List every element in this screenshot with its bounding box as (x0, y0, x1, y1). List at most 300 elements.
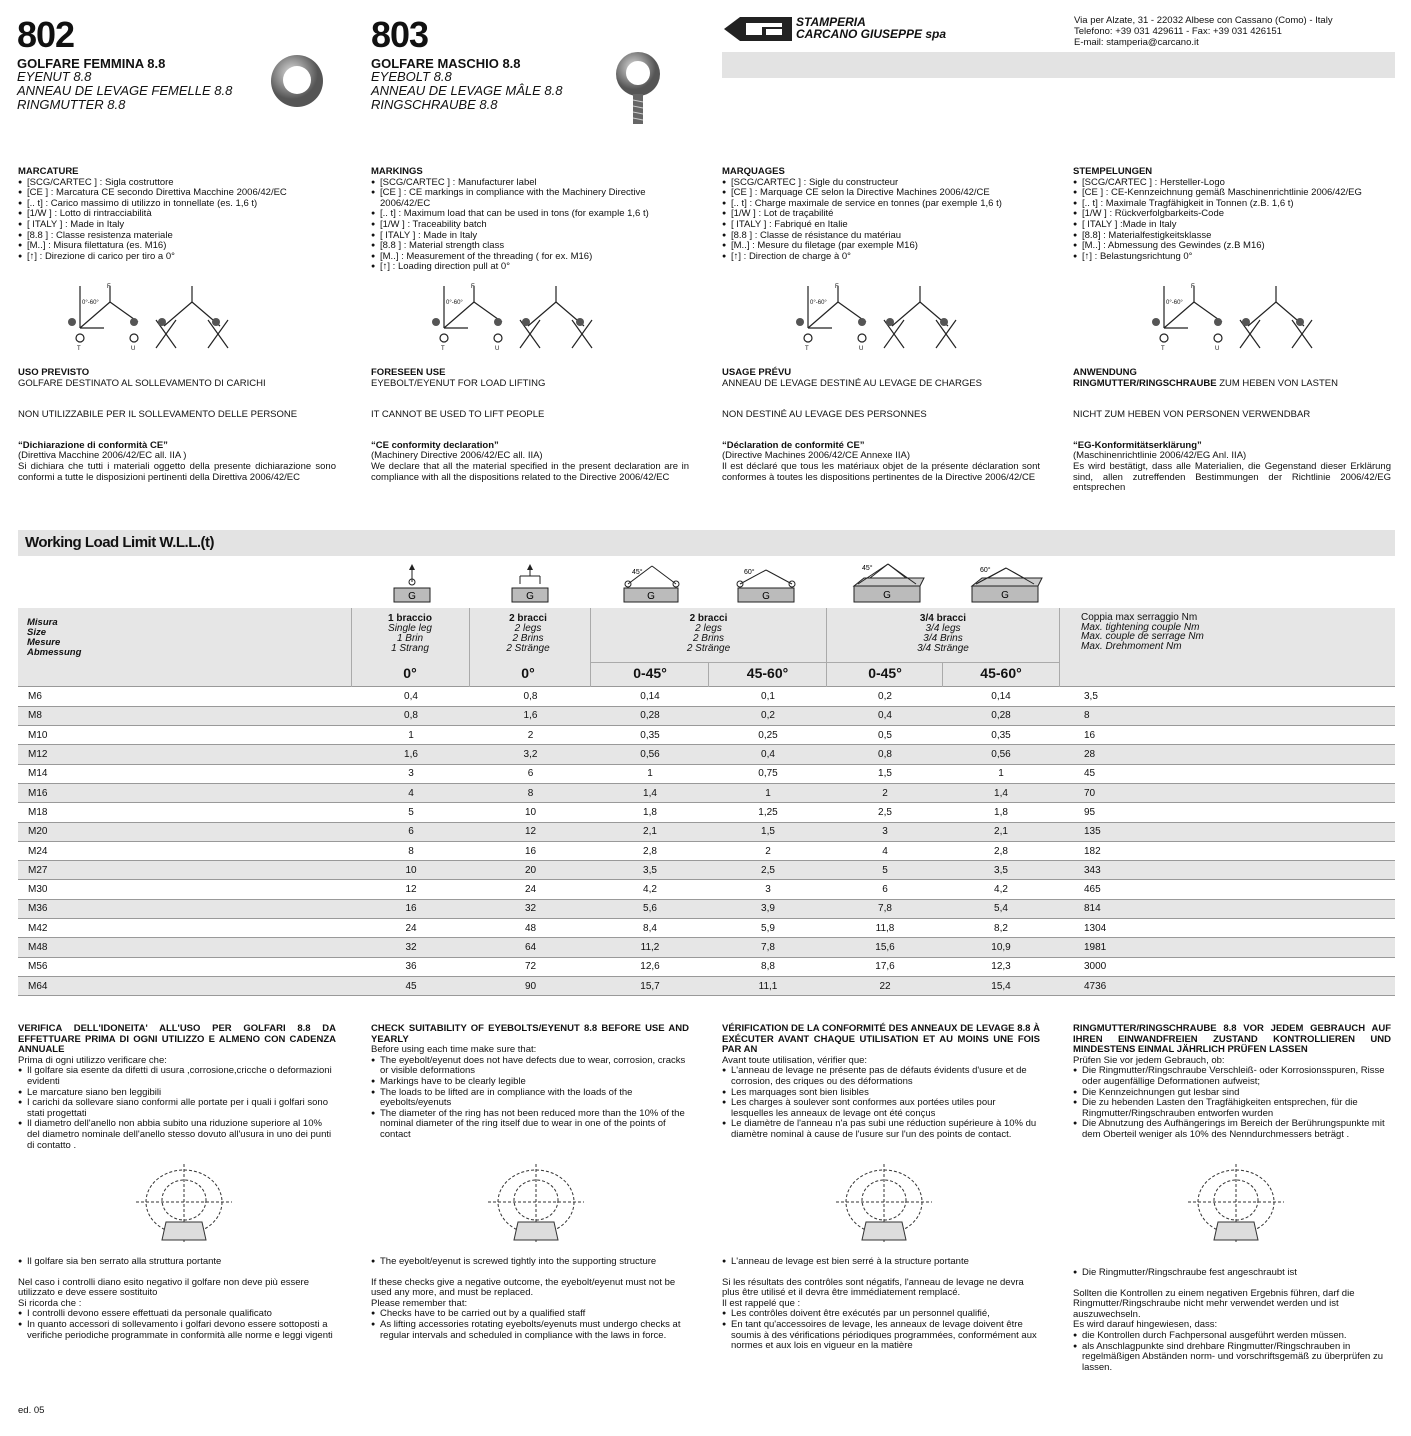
table-row (18, 783, 1395, 802)
check-intro: Avant toute utilisation, vérifier que: (722, 1054, 868, 1066)
use-title: FORESEEN USE (371, 367, 446, 378)
markings-fr (722, 167, 1042, 262)
four-leg-header (827, 614, 1059, 654)
list-item: ● Die Abnutzung des Aufhängerings im Bereich der Berührungspunkte mit dem Oberteil weniger als 10% des Nenndurchmessers beträgt . (1073, 1119, 1391, 1140)
wll-cell: 16 (470, 841, 591, 860)
wll-cell: 8,2 (943, 919, 1059, 938)
wll-cell: 3,5 (591, 861, 709, 880)
load-g-label: G (526, 591, 534, 602)
wll-cell: 32 (470, 899, 591, 918)
two-leg-vertical-header (470, 614, 586, 654)
list-item: ● En tant qu'accessoires de levage, les anneaux de levage doivent être soumis à des vérifications périodiques programmées, conformément aux normes et aux lois en vigueur en la matière (722, 1320, 1040, 1352)
list-item: ● The eyebolt/eyenut does not have defects due to wear, corrosion, cracks or visible deformations (371, 1056, 689, 1077)
check-title: CHECK SUITABILITY OF EYEBOLTS/EYENUT 8.8 BEFORE USE AND YEARLY (371, 1023, 689, 1045)
ce-text: Il est déclaré que tous les matériaux objet de la présente déclaration sont conformes à toutes les dispositions pertinentes de la Directive 2006/42/CE (722, 460, 1040, 483)
size-cell: M18 (18, 803, 352, 822)
wll-cell: 3,5 (943, 861, 1059, 880)
diagram-t-label: T (1161, 346, 1165, 352)
ce-ref: (Direttiva Macchine 2006/42/EC all. IIA ) (18, 450, 187, 462)
wll-cell: 4 (827, 841, 943, 860)
size-cell: M27 (18, 861, 352, 880)
markings-title: MARCATURE (18, 166, 79, 177)
use-title: USO PREVISTO (18, 367, 90, 378)
wll-cell: 11,8 (827, 919, 943, 938)
address-line: Via per Alzate, 31 - 22032 Albese con Cassano (Como) - Italy (1074, 15, 1333, 26)
two-leg-45-sling-icon (620, 560, 682, 604)
list-item: ● [SCG/CARTEC ] : Sigle du constructeur (722, 178, 1042, 189)
wll-cell: 48 (470, 919, 591, 938)
list-item: ● [M..] : Measurement of the threading ( for ex. M16) (371, 252, 691, 263)
wll-cell: 3 (352, 764, 470, 783)
size-header (27, 618, 81, 658)
header-sub: 3/4 Stränge (917, 643, 969, 654)
list-item: ● [↑] : Belastungsrichtung 0° (1073, 252, 1393, 263)
wll-cell: 2,1 (591, 822, 709, 841)
divider (469, 608, 470, 687)
wll-cell: 3 (827, 822, 943, 841)
wll-table-header (18, 608, 1395, 687)
use-line1: GOLFARE DESTINATO AL SOLLEVAMENTO DI CARICHI (18, 377, 266, 389)
use-line1: ANNEAU DE LEVAGE DESTINÉ AU LEVAGE DE CHARGES (722, 377, 982, 389)
use-line1: EYEBOLT/EYENUT FOR LOAD LIFTING (371, 377, 546, 389)
wll-title: Working Load Limit W.L.L.(t) (25, 534, 215, 551)
wll-cell: 7,8 (827, 899, 943, 918)
wll-cell: 2,1 (943, 822, 1059, 841)
list-item: ● Die Kennzeichnungen gut lesbar sind (1073, 1088, 1391, 1099)
torque-cell: 1304 (1059, 919, 1395, 938)
check-after: Si les résultats des contrôles sont négatifs, l'anneau de levage ne devra plus être utilisé et il devra être immédiatement remplacé. (722, 1276, 1024, 1299)
ce-title: “Dichiarazione di conformità CE” (18, 439, 168, 451)
divider (590, 608, 591, 687)
eyenut-image (268, 52, 326, 110)
four-leg-60-sling-icon (968, 560, 1046, 604)
list-item: ● [8.8] : Materialfestigkeitsklasse (1073, 231, 1393, 242)
markings-de (1073, 167, 1393, 262)
wll-cell: 12 (352, 880, 470, 899)
size-cell: M24 (18, 841, 352, 860)
check-fr-after (722, 1257, 1040, 1352)
divider (351, 608, 352, 687)
check-title: RINGMUTTER/RINGSCHRAUBE 8.8 VOR JEDEM GEBRAUCH AUF IHREN EINWANDFREIEN ZUSTAND KONTROLLIEREN UND MINDESTENS EINMAL JÄHRLICH PRÜFEN LASSEN (1073, 1023, 1391, 1056)
angle-header: 45-60° (746, 665, 789, 681)
product-803-titles (371, 57, 562, 112)
size-cell: M10 (18, 726, 352, 745)
product-802-titles (17, 57, 232, 112)
wll-cell: 90 (470, 976, 591, 995)
angle-header: 0° (403, 665, 417, 681)
torque-cell: 465 (1059, 880, 1395, 899)
wll-cell: 36 (352, 957, 470, 976)
wll-cell: 0,35 (943, 726, 1059, 745)
diagram-angle-label: 0°-60° (446, 300, 463, 306)
use-title: ANWENDUNG (1073, 367, 1137, 378)
product-code-803: 803 (371, 14, 429, 55)
table-row (18, 976, 1395, 995)
wll-cell: 0,8 (827, 745, 943, 764)
header-title: 1 braccio (388, 613, 432, 624)
load-direction-diagram (792, 282, 972, 352)
header-sub: Single leg (388, 623, 432, 634)
wll-cell: 10,9 (943, 938, 1059, 957)
diagram-force-label: F (1191, 284, 1195, 290)
diagram-u-label: U (495, 346, 500, 352)
use-title: USAGE PRÉVU (722, 367, 792, 378)
wll-cell: 8,8 (709, 957, 827, 976)
list-item: ● [CE ] : CE markings in compliance with the Machinery Directive 2006/42/EC (371, 188, 691, 209)
wll-cell: 2,5 (709, 861, 827, 880)
load-g-label: G (1001, 590, 1009, 601)
wll-cell: 22 (827, 976, 943, 995)
diagram-force-label: F (835, 284, 839, 290)
list-item: ● [8.8 ] : Classe de résistance du matériau (722, 231, 1042, 242)
check-en-after (371, 1257, 689, 1341)
diagram-t-label: T (441, 346, 445, 352)
use-fr (722, 368, 1040, 483)
load-g-label: G (408, 591, 416, 602)
wll-cell: 0,2 (827, 687, 943, 706)
markings-title: MARKINGS (371, 166, 423, 177)
size-header-en: Size (27, 627, 47, 638)
header-title: 3/4 bracci (919, 613, 967, 624)
list-item: ● The loads to be lifted are in compliance with the loads of the eyebolts/eyenuts (371, 1088, 689, 1109)
torque-cell: 28 (1059, 745, 1395, 764)
list-item: ● [.. t] : Maximum load that can be used in tons (for example 1,6 t) (371, 209, 691, 220)
company-address (1074, 15, 1333, 48)
list-item: ● Il golfare sia esente da difetti di usura ,corrosione,cricche o deformazioni evidenti (18, 1066, 336, 1087)
torque-header (1081, 613, 1204, 651)
wll-cell: 15,4 (943, 976, 1059, 995)
table-row (18, 687, 1395, 706)
wll-cell: 0,8 (470, 687, 591, 706)
list-item: ● [1/W ] : Rückverfolgbarkeits-Code (1073, 209, 1393, 220)
divider (826, 608, 827, 687)
wll-cell: 0,14 (591, 687, 709, 706)
wll-cell: 0,56 (943, 745, 1059, 764)
check-fr (722, 1024, 1040, 1141)
wll-cell: 8,4 (591, 919, 709, 938)
check-intro: Before using each time make sure that: (371, 1044, 537, 1056)
list-item: ● I controlli devono essere effettuati da personale qualificato (18, 1309, 336, 1320)
table-row (18, 880, 1395, 899)
list-item: ● [SCG/CARTEC ] : Manufacturer label (371, 178, 691, 189)
list-item: ● Markings have to be clearly legible (371, 1077, 689, 1088)
header-grey-bar (722, 52, 1395, 78)
header-sub: 1 Brin (396, 633, 424, 644)
wll-cell: 24 (352, 919, 470, 938)
wll-cell: 0,28 (943, 706, 1059, 725)
wll-cell: 2,8 (943, 841, 1059, 860)
product-803-sub-de: RINGSCHRAUBE 8.8 (371, 97, 498, 112)
list-item: ● Les marquages sont bien lisibles (722, 1088, 1040, 1099)
size-header-it: Misura (27, 617, 58, 628)
wll-cell: 10 (470, 803, 591, 822)
wll-cell: 0,28 (591, 706, 709, 725)
wll-cell: 10 (352, 861, 470, 880)
ce-text: Si dichiara che tutti i materiali oggetto della presente dichiarazione sono conformi a tutte le disposizioni pertinenti della Direttiva 2006/42/EC (18, 460, 336, 483)
wll-cell: 1,6 (352, 745, 470, 764)
markings-it (18, 167, 338, 262)
check-it (18, 1024, 336, 1151)
list-item: ● Die Ringmutter/Ringschraube Verschleiß- oder Korrosionsspuren, Risse oder augenfällige Deformationen aufweist; (1073, 1066, 1391, 1087)
list-item: ● [M..] : Abmessung des Gewindes (z.B M16) (1073, 241, 1393, 252)
list-item: ● The eyebolt/eyenut is screwed tightly into the supporting structure (371, 1257, 689, 1268)
header-sub: 3/4 legs (925, 623, 961, 634)
list-item: ● I carichi da sollevare siano conformi alle portate per i quali i golfari sono stati progettati (18, 1098, 336, 1119)
torque-cell: 1981 (1059, 938, 1395, 957)
wll-cell: 2 (709, 841, 827, 860)
ce-title: “Déclaration de conformité CE” (722, 439, 865, 451)
use-line2: NON DESTINÉ AU LEVAGE DES PERSONNES (722, 409, 927, 421)
edition-label: ed. 05 (18, 1405, 45, 1416)
torque-cell: 3000 (1059, 957, 1395, 976)
list-item: ● [ ITALY ] : Fabriqué en Italie (722, 220, 1042, 231)
header-title: 2 bracci (509, 613, 547, 624)
wll-cell: 2,5 (827, 803, 943, 822)
use-line2: NON UTILIZZABILE PER IL SOLLEVAMENTO DELLE PERSONE (18, 409, 298, 421)
wll-cell: 1 (591, 764, 709, 783)
list-item: ● [1/W ] : Lotto di rintracciabilità (18, 209, 338, 220)
list-item: ● Il golfare sia ben serrato alla struttura portante (18, 1257, 336, 1268)
torque-cell: 95 (1059, 803, 1395, 822)
wll-cell: 6 (827, 880, 943, 899)
torque-header-fr: Max. couple de serrage Nm (1081, 631, 1204, 642)
size-cell: M48 (18, 938, 352, 957)
load-direction-diagram (1148, 282, 1328, 352)
size-cell: M8 (18, 706, 352, 725)
wll-cell: 5 (352, 803, 470, 822)
diagram-t-label: T (805, 346, 809, 352)
torque-cell: 343 (1059, 861, 1395, 880)
product-803-sub-fr: ANNEAU DE LEVAGE MÂLE 8.8 (371, 83, 563, 98)
wll-cell: 1,4 (943, 783, 1059, 802)
check-title: VERIFICA DELL'IDONEITA' ALL'USO PER GOLFARI 8.8 DA EFFETTUARE PRIMA DI OGNI UTILIZZO E ALMENO CON CADENZA ANNUALE (18, 1023, 336, 1056)
diagram-angle-label: 0°-60° (810, 300, 827, 306)
ring-wear-diagram (834, 1162, 934, 1246)
product-802-sub-fr: ANNEAU DE LEVAGE FEMELLE 8.8 (17, 83, 233, 98)
ce-ref: (Directive Machines 2006/42/CE Annexe IIA) (722, 450, 910, 462)
table-row (18, 803, 1395, 822)
list-item: ● [1/W ] : Lot de traçabilité (722, 209, 1042, 220)
wll-cell: 0,14 (943, 687, 1059, 706)
wll-cell: 0,4 (827, 706, 943, 725)
two-leg-vertical-sling-icon (508, 562, 552, 604)
product-803-sub-en: EYEBOLT 8.8 (371, 69, 452, 84)
list-item: ● die Kontrollen durch Fachpersonal ausgeführt werden müssen. (1073, 1331, 1391, 1342)
list-item: ● In quanto accessori di sollevamento i golfari devono essere sottoposti a verifiche periodiche programmate in conformità alle norme e leggi vigenti (18, 1320, 336, 1341)
ring-wear-diagram (486, 1162, 586, 1246)
list-item: ● als Anschlagpunkte sind drehbare Ringmutter/Ringschrauben in regelmäßigen Abständen norm- und vorschriftsgemäß zu überprüfen zu lassen. (1073, 1342, 1391, 1374)
use-line2: NICHT ZUM HEBEN VON PERSONEN VERWENDBAR (1073, 409, 1311, 421)
wll-cell: 0,25 (709, 726, 827, 745)
check-intro: Prima di ogni utilizzo verificare che: (18, 1054, 167, 1066)
list-item: ● [ ITALY ] : Made in Italy (18, 220, 338, 231)
wll-cell: 5,9 (709, 919, 827, 938)
header-sub: 2 Brins (512, 633, 544, 644)
wll-cell: 12,3 (943, 957, 1059, 976)
company-name-line2: CARCANO GIUSEPPE spa (796, 27, 947, 41)
wll-cell: 6 (352, 822, 470, 841)
check-de (1073, 1024, 1391, 1141)
size-cell: M30 (18, 880, 352, 899)
diagram-t-label: T (77, 346, 81, 352)
wll-cell: 1 (943, 764, 1059, 783)
wll-cell: 72 (470, 957, 591, 976)
list-item: ● [ ITALY ] : Made in Italy (371, 231, 691, 242)
diagram-force-label: F (107, 284, 111, 290)
wll-cell: 1,8 (943, 803, 1059, 822)
diagram-u-label: U (131, 346, 136, 352)
check-remember: Il est rappelé que : (722, 1297, 801, 1309)
header-sub: 1 Strang (391, 643, 429, 654)
list-item: ● [SCG/CARTEC ] : Sigla costruttore (18, 178, 338, 189)
eyebolt-image (612, 50, 664, 128)
size-cell: M20 (18, 822, 352, 841)
table-row (18, 726, 1395, 745)
diagram-u-label: U (859, 346, 864, 352)
wll-cell: 0,2 (709, 706, 827, 725)
check-it-after (18, 1257, 336, 1341)
single-leg-header (352, 614, 468, 654)
table-row (18, 841, 1395, 860)
size-cell: M12 (18, 745, 352, 764)
product-802-sub-de: RINGMUTTER 8.8 (17, 97, 126, 112)
markings-title: MARQUAGES (722, 166, 785, 177)
torque-cell: 16 (1059, 726, 1395, 745)
wll-cell: 0,8 (352, 706, 470, 725)
size-cell: M64 (18, 976, 352, 995)
wll-cell: 1,8 (591, 803, 709, 822)
size-cell: M56 (18, 957, 352, 976)
diagram-angle-label: 0°-60° (1166, 300, 1183, 306)
two-leg-angle-header (591, 614, 826, 654)
wll-cell: 12 (470, 822, 591, 841)
wll-cell: 0,5 (827, 726, 943, 745)
use-line1-bold: RINGMUTTER/RINGSCHRAUBE (1073, 377, 1217, 389)
wll-cell: 20 (470, 861, 591, 880)
divider (1059, 608, 1060, 687)
ce-ref: (Machinery Directive 2006/42/EC all. IIA) (371, 450, 543, 462)
company-name (796, 16, 946, 40)
wll-cell: 1 (352, 726, 470, 745)
check-after: Nel caso i controlli diano esito negativo il golfare non deve più essere utilizzato e deve essere sostituito (18, 1276, 309, 1299)
check-remember: Es wird darauf hingewiesen, dass: (1073, 1319, 1218, 1331)
divider (942, 662, 943, 687)
list-item: ● L'anneau de levage ne présente pas de défauts évidents d'usure et de corrosion, des criques ou des déformations (722, 1066, 1040, 1087)
wll-table-body (18, 687, 1395, 996)
list-item: ● Les contrôles doivent être exécutés par un personnel qualifié, (722, 1309, 1040, 1320)
list-item: ● Le diamètre de l'anneau n'a pas subi une réduction supérieure à 10% du diamètre nominal à cause de l'usure sur l'un des points de contact. (722, 1119, 1040, 1140)
size-header-de: Abmessung (27, 647, 82, 658)
wll-cell: 64 (470, 938, 591, 957)
markings-en (371, 167, 691, 273)
wll-cell: 5 (827, 861, 943, 880)
wll-cell: 3,2 (470, 745, 591, 764)
list-item: ● Il diametro dell'anello non abbia subito una riduzione superiore al 10% del diametro nominale dell'anello stesso dovuto all'usura in uno dei punti di contatto . (18, 1119, 336, 1151)
angle-header: 0-45° (868, 665, 902, 681)
table-row (18, 957, 1395, 976)
ce-text: Es wird bestätigt, dass alle Materialien, die Gegenstand dieser Erklärung sind, allen zutreffenden Bestimmungen der Richtlinie 2006/42/EG entsprechen (1073, 460, 1391, 494)
wll-cell: 0,4 (709, 745, 827, 764)
diagram-force-label: F (471, 284, 475, 290)
header-sub: 2 Stränge (506, 643, 550, 654)
torque-cell: 45 (1059, 764, 1395, 783)
wll-cell: 0,75 (709, 764, 827, 783)
load-direction-diagram (64, 282, 244, 352)
company-name-line1: STAMPERIA (796, 15, 866, 29)
check-de-after (1073, 1268, 1391, 1373)
load-g-label: G (883, 590, 891, 601)
angle-60-label: 60° (980, 567, 991, 574)
header-title: 2 bracci (689, 613, 728, 624)
list-item: ● [M..] : Misura filettatura (es. M16) (18, 241, 338, 252)
torque-cell: 4736 (1059, 976, 1395, 995)
ce-title: “CE conformity declaration” (371, 439, 499, 451)
wll-cell: 32 (352, 938, 470, 957)
ce-title: “EG-Konformitätserklärung” (1073, 439, 1202, 451)
load-g-label: G (762, 591, 770, 602)
table-row (18, 938, 1395, 957)
product-code-802: 802 (17, 14, 75, 55)
torque-cell: 814 (1059, 899, 1395, 918)
product-803-title: GOLFARE MASCHIO 8.8 (371, 56, 521, 71)
torque-header-de: Max. Drehmoment Nm (1081, 640, 1182, 652)
four-leg-45-sling-icon (850, 560, 928, 604)
list-item: ● [M..] : Mesure du filetage (par exemple M16) (722, 241, 1042, 252)
wll-cell: 0,1 (709, 687, 827, 706)
list-item: ● [.. t] : Carico massimo di utilizzo in tonnellate (es. 1,6 t) (18, 199, 338, 210)
wll-cell: 45 (352, 976, 470, 995)
ce-ref: (Maschinenrichtlinie 2006/42/EG Anl. IIA) (1073, 450, 1247, 462)
list-item: ● [SCG/CARTEC ] : Hersteller-Logo (1073, 178, 1393, 189)
list-item: ● [ ITALY ] :Made in Italy (1073, 220, 1393, 231)
angle-45-label: 45° (632, 569, 643, 576)
product-802-title: GOLFARE FEMMINA 8.8 (17, 56, 166, 71)
ring-wear-diagram (134, 1162, 234, 1246)
wll-cell: 6 (470, 764, 591, 783)
wll-cell: 3 (709, 880, 827, 899)
torque-cell: 3,5 (1059, 687, 1395, 706)
table-row (18, 764, 1395, 783)
table-row (18, 861, 1395, 880)
list-item: ● [8.8 ] : Material strength class (371, 241, 691, 252)
torque-header-it: Coppia max serraggio Nm (1081, 612, 1198, 623)
wll-cell: 12,6 (591, 957, 709, 976)
use-line1 (1073, 379, 1391, 390)
wll-cell: 8 (470, 783, 591, 802)
torque-header-en: Max. tightening couple Nm (1081, 621, 1200, 633)
size-cell: M14 (18, 764, 352, 783)
wll-cell: 24 (470, 880, 591, 899)
use-en (371, 368, 689, 483)
list-item: ● [CE ] : CE-Kennzeichnung gemäß Maschinenrichtlinie 2006/42/EG (1073, 188, 1393, 199)
list-item: ● As lifting accessories rotating eyebolts/eyenuts must undergo checks at regular intervals and scheduled in compliance with the laws in force. (371, 1320, 689, 1341)
wll-cell: 11,2 (591, 938, 709, 957)
product-802-sub-en: EYENUT 8.8 (17, 69, 92, 84)
angle-header: 45-60° (980, 665, 1022, 681)
wll-cell: 2,8 (591, 841, 709, 860)
email-line: E-mail: stamperia@carcano.it (1074, 37, 1199, 48)
wll-cell: 1,5 (827, 764, 943, 783)
check-intro: Prüfen Sie vor jedem Gebrauch, ob: (1073, 1054, 1225, 1066)
wll-cell: 15,6 (827, 938, 943, 957)
use-line1-rest: ZUM HEBEN VON LASTEN (1216, 377, 1338, 389)
wll-cell: 4,2 (943, 880, 1059, 899)
list-item: ● [CE ] : Marcatura CE secondo Direttiva Macchine 2006/42/EC (18, 188, 338, 199)
angle-60-label: 60° (744, 569, 755, 576)
wll-cell: 1 (709, 783, 827, 802)
wll-cell: 5,4 (943, 899, 1059, 918)
wll-cell: 4 (352, 783, 470, 802)
